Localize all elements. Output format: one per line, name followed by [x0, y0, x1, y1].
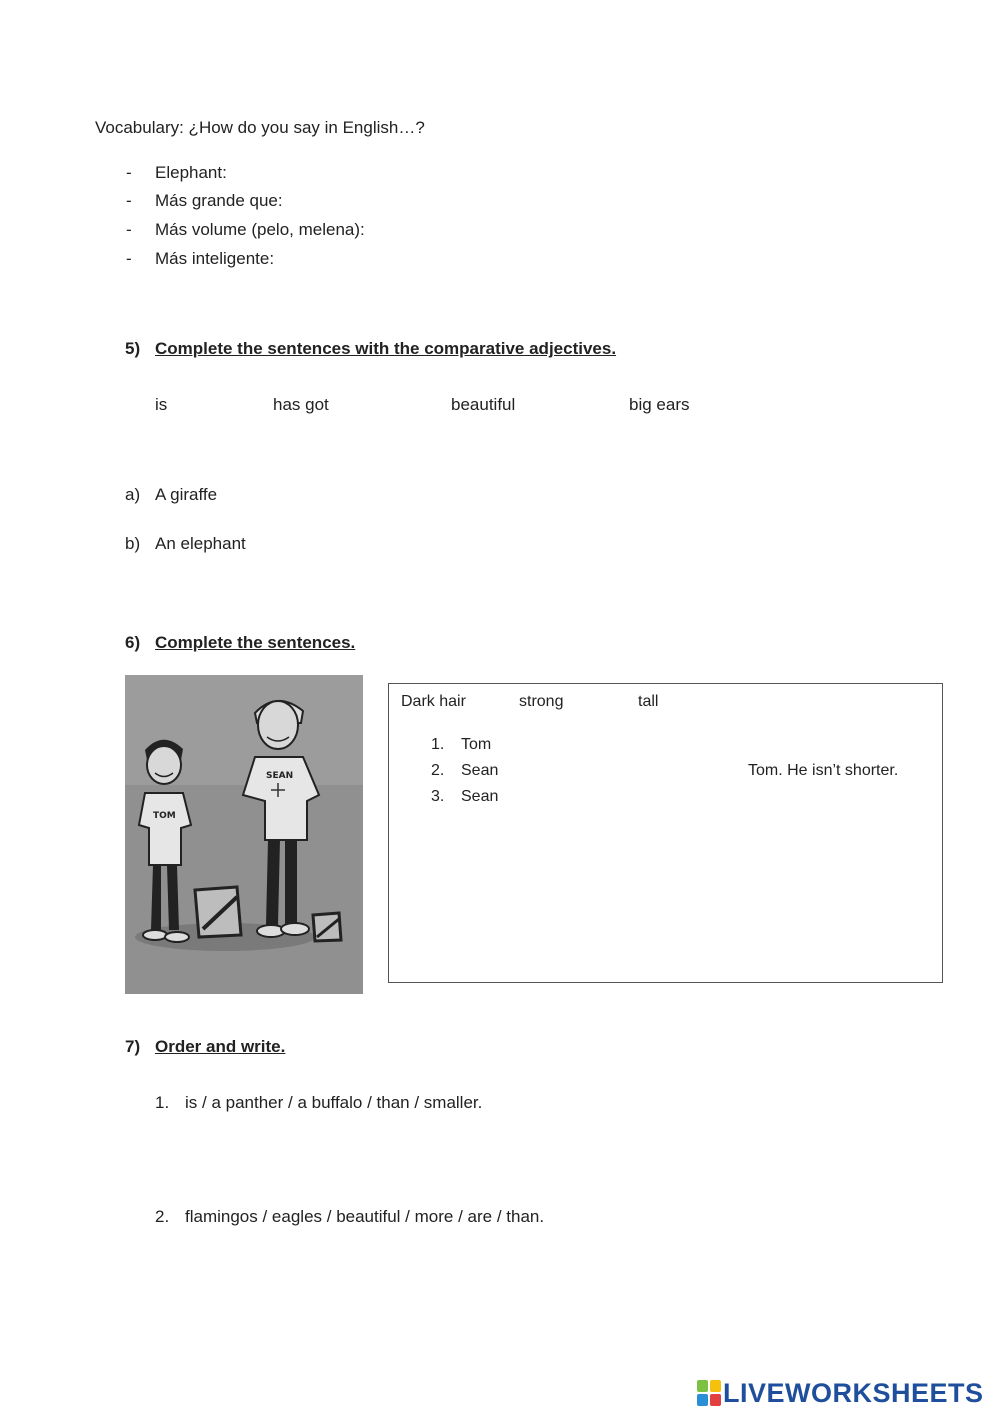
word-bank-item: big ears	[629, 395, 690, 414]
word-bank-item: strong	[519, 693, 564, 710]
section-number: 6)	[125, 633, 141, 652]
item-text: flamingos / eagles / beautiful / more / are / than.	[185, 1207, 545, 1226]
item-text: Sean	[461, 788, 499, 805]
section-title: Complete the sentences.	[155, 633, 356, 652]
item-text: is / a panther / a buffalo / than / smaller.	[185, 1093, 483, 1112]
list-item: Elephant:	[155, 163, 227, 182]
list-item: Más volume (pelo, melena):	[155, 220, 365, 239]
section-title: Order and write.	[155, 1037, 286, 1056]
word-bank-item: tall	[638, 693, 659, 710]
list-bullet: -	[126, 191, 132, 210]
tom-and-sean-illustration	[125, 675, 363, 994]
item-ending: Tom. He isn’t shorter.	[748, 762, 899, 779]
word-bank-item: is	[155, 395, 168, 414]
section-number: 7)	[125, 1037, 141, 1056]
tom-shirt-label: TOM	[153, 811, 176, 821]
item-number: 3.	[431, 788, 445, 805]
list-item: Más inteligente:	[155, 249, 275, 268]
item-text: Tom	[461, 736, 492, 753]
sentence-label: a)	[125, 485, 141, 504]
word-bank-item: has got	[273, 395, 329, 414]
sentence-text: An elephant	[155, 534, 246, 553]
sentence-label: b)	[125, 534, 141, 553]
sean-shirt-label: SEAN	[266, 771, 294, 781]
boys-drawing	[125, 675, 363, 994]
item-number: 2.	[155, 1207, 170, 1226]
item-number: 2.	[431, 762, 445, 779]
item-text: Sean	[461, 762, 499, 779]
exercise-box	[388, 683, 943, 983]
sentence-text: A giraffe	[155, 485, 218, 504]
vocabulary-heading: Vocabulary: ¿How do you say in English…?	[95, 118, 425, 137]
list-bullet: -	[126, 163, 132, 182]
section-number: 5)	[125, 339, 141, 358]
word-bank-item: Dark hair	[401, 693, 466, 710]
item-number: 1.	[431, 736, 445, 753]
section-title: Complete the sentences with the comparative adjectives.	[155, 339, 617, 358]
list-bullet: -	[126, 220, 132, 239]
list-item: Más grande que:	[155, 191, 283, 210]
item-number: 1.	[155, 1093, 170, 1112]
word-bank-item: beautiful	[451, 395, 516, 414]
liveworksheets-logo	[697, 1378, 984, 1408]
list-bullet: -	[126, 249, 132, 268]
logo-wordmark: LIVEWORKSHEETS	[723, 1377, 984, 1408]
logo-blocks-icon	[697, 1380, 721, 1406]
